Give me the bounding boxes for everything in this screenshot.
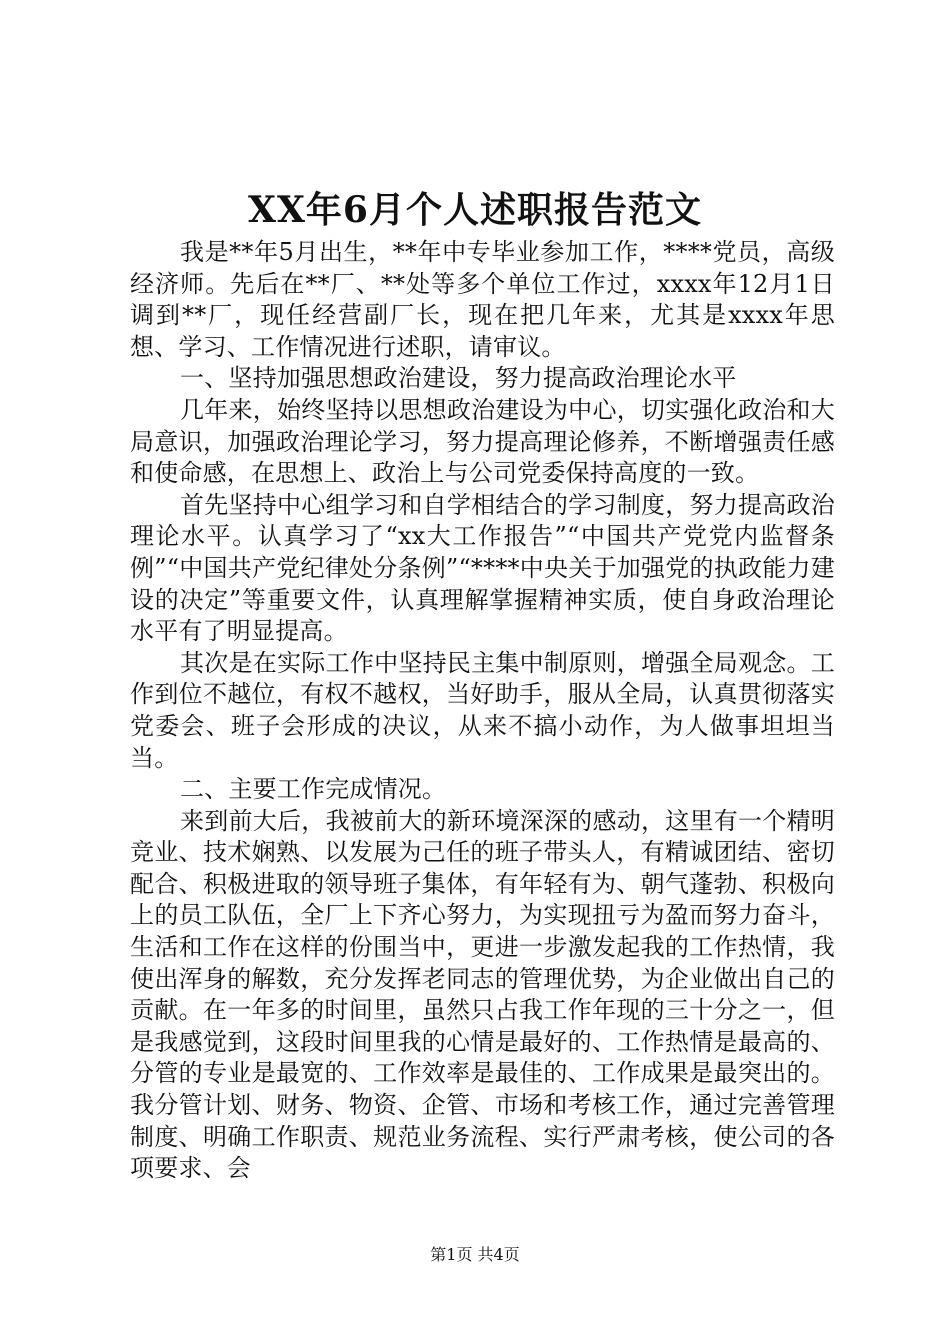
section-heading-2: 二、主要工作完成情况。: [180, 775, 447, 804]
document-title: XX年6月个人述职报告范文: [248, 189, 702, 231]
paragraph: 来到前大后，我被前大的新环境深深的感动，这里有一个精明竞业、技术娴熟、以发展为己任的班子带头人，有精诚团结、密切配合、积极进取的领导班子集体，有年轻有为、朝气蓬勃、积极向上的员工队伍，全厂上下齐心努力，为实现扭亏为盈而努力奋斗，生活和工作在这样的份围当中，更进一步激发起我的工作热情，我使出浑身的解数，充分发挥老同志的管理优势，为企业做出自己的贡献。在一年多的时间里，虽然只占我工作年现的三十分之一，但是我感觉到，这段时间里我的心情是最好的、工作热情是最高的、分管的专业是最宽的、工作效率是最佳的、工作成果是最突出的。我分管计划、财务、物资、企管、市场和考核工作，通过完善管理制度、明确工作职责、规范业务流程、实行严肃考核，使公司的各项要求、会: [130, 806, 835, 1183]
paragraph: 首先坚持中心组学习和自学相结合的学习制度，努力提高政治理论水平。认真学习了“xx大工作报告”“中国共产党党内监督条例”“中国共产党纪律处分条例”“****中央关于加强党的执政能力建设的决定”等重要文件，认真理解掌握精神实质，使自身政治理论水平有了明显提高。: [130, 490, 835, 646]
paragraph: 几年来，始终坚持以思想政治建设为中心，切实强化政治和大局意识，加强政治理论学习，努力提高理论修养，不断增强责任感和使命感，在思想上、政治上与公司党委保持高度的一致。: [130, 395, 835, 488]
paragraph: 其次是在实际工作中坚持民主集中制原则，增强全局观念。工作到位不越位，有权不越权，当好助手，服从全局，认真贯彻落实党委会、班子会形成的决议，从来不搞小动作，为人做事坦坦当当。: [130, 648, 835, 772]
page-number: 第1页 共4页: [430, 1245, 520, 1264]
document-body: [130, 237, 835, 1185]
section-heading-1: 一、坚持加强思想政治建设，努力提高政治理论水平: [180, 364, 737, 393]
paragraph-intro: 我是**年5月出生，**年中专毕业参加工作，****党员，高级经济师。先后在**厂、**处等多个单位工作过，xxxx年12月1日调到**厂，现任经营副厂长，现在把几年来，尤其是xxxx年思想、学习、工作情况进行述职，请审议。: [130, 238, 835, 361]
